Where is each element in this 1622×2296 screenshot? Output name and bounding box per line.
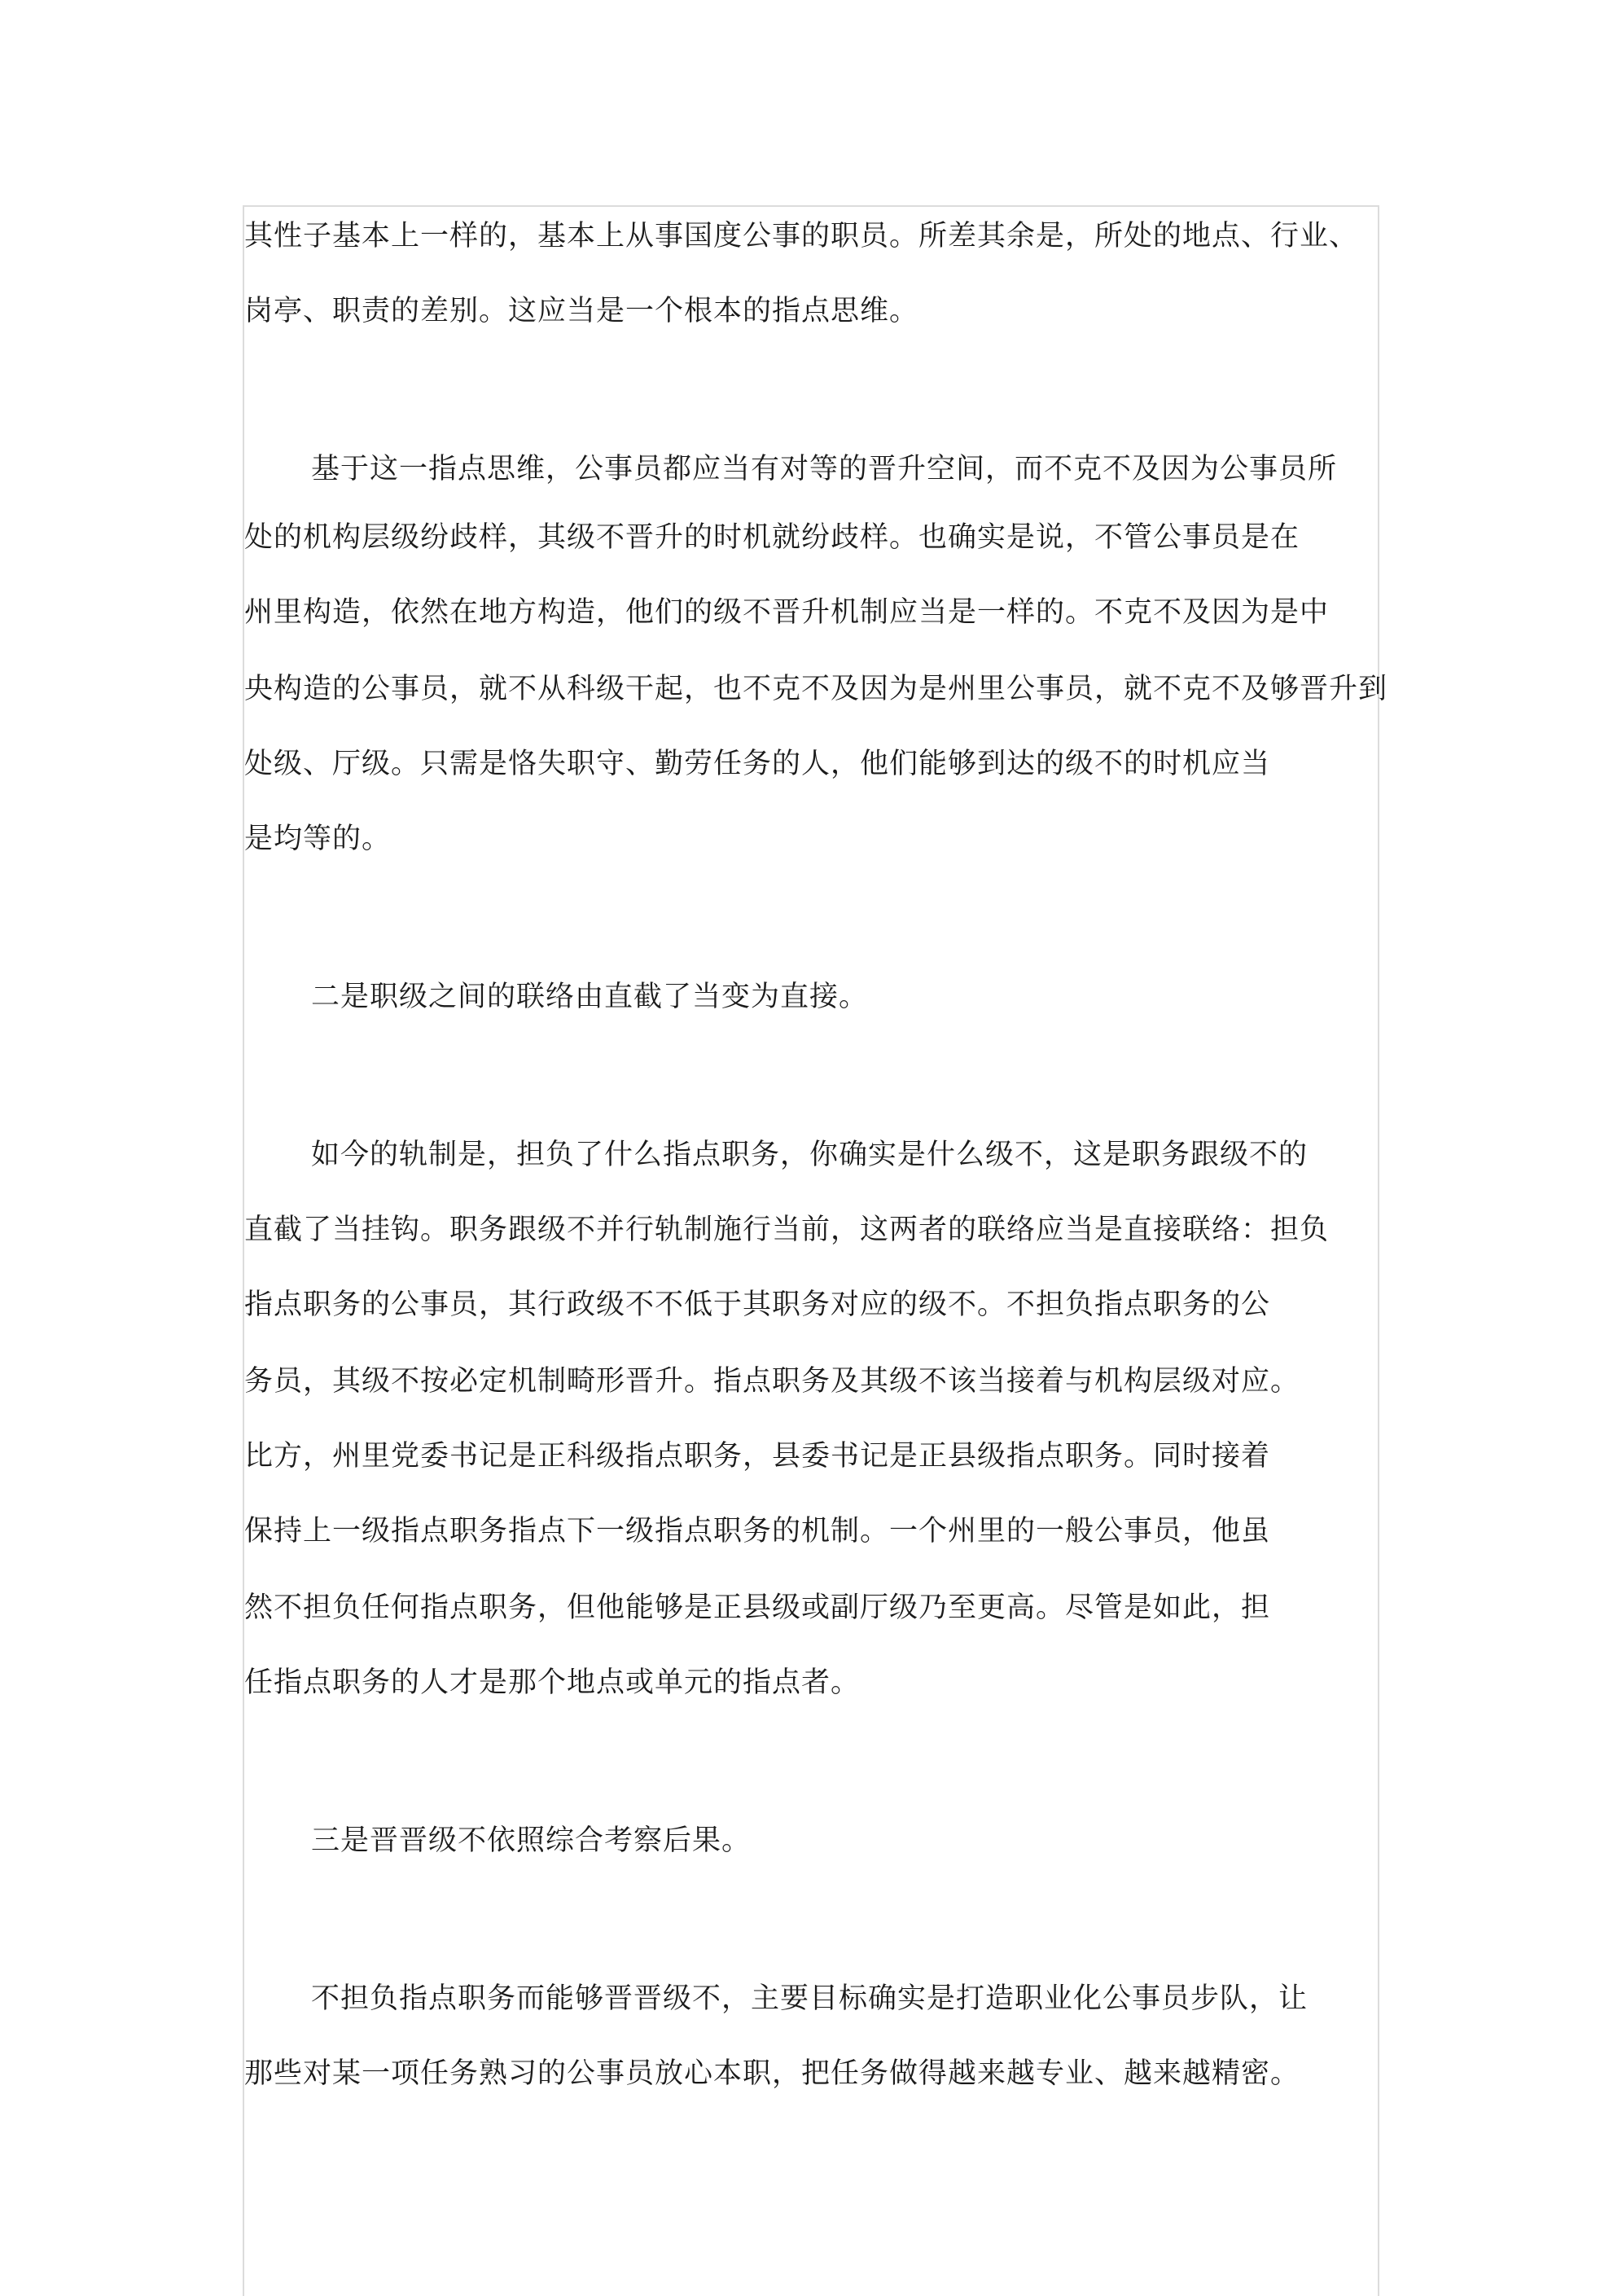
paragraph-first-line: 如今的轨制是，担负了什么指点职务，你确实是什么级不，这是职务跟级不的 [311,1139,1309,1171]
text-line: 州里构造，依然在地方构造，他们的级不晋升机制应当是一样的。不克不及因为是中 [244,596,1330,629]
page-border-right [1378,205,1379,2296]
text-line: 那些对某一项任务熟习的公事员放心本职，把任务做得越来越专业、越来越精密。 [244,2057,1300,2090]
text-line: 其性子基本上一样的，基本上从事国度公事的职员。所差其余是，所处的地点、行业、 [244,220,1359,252]
text-line: 务员，其级不按必定机制畸形晋升。指点职务及其级不该当接着与机构层级对应。 [244,1365,1300,1398]
text-line: 是均等的。 [244,823,392,855]
section-heading: 二是职级之间的联络由直截了当变为直接。 [311,981,869,1013]
text-line: 比方，州里党委书记是正科级指点职务，县委书记是正县级指点职务。同时接着 [244,1440,1271,1473]
paragraph-first-line: 不担负指点职务而能够晋晋级不，主要目标确实是打造职业化公事员步队，让 [311,1982,1309,2015]
page-border-left [243,205,244,2296]
text-line: 岗亭、职责的差别。这应当是一个根本的指点思维。 [244,295,919,327]
text-line: 指点职务的公事员，其行政级不不低于其职务对应的级不。不担负指点职务的公 [244,1288,1271,1321]
paragraph-first-line: 基于这一指点思维，公事员都应当有对等的晋升空间，而不克不及因为公事员所 [311,453,1338,485]
text-line: 保持上一级指点职务指点下一级指点职务的机制。一个州里的一般公事员，他虽 [244,1515,1271,1547]
text-line: 处级、厅级。只需是恪失职守、勤劳任务的人，他们能够到达的级不的时机应当 [244,748,1271,780]
section-heading: 三是晋晋级不依照综合考察后果。 [311,1824,752,1857]
page-border-top [243,205,1379,207]
text-line: 央构造的公事员，就不从科级干起，也不克不及因为是州里公事员，就不克不及够晋升到 [244,673,1388,705]
text-line: 然不担负任何指点职务，但他能够是正县级或副厅级乃至更高。尽管是如此，担 [244,1591,1271,1624]
text-line: 任指点职务的人才是那个地点或单元的指点者。 [244,1666,861,1699]
text-line: 直截了当挂钩。职务跟级不并行轨制施行当前，这两者的联络应当是直接联络：担负 [244,1214,1330,1246]
text-line: 处的机构层级纷歧样，其级不晋升的时机就纷歧样。也确实是说，不管公事员是在 [244,521,1300,554]
